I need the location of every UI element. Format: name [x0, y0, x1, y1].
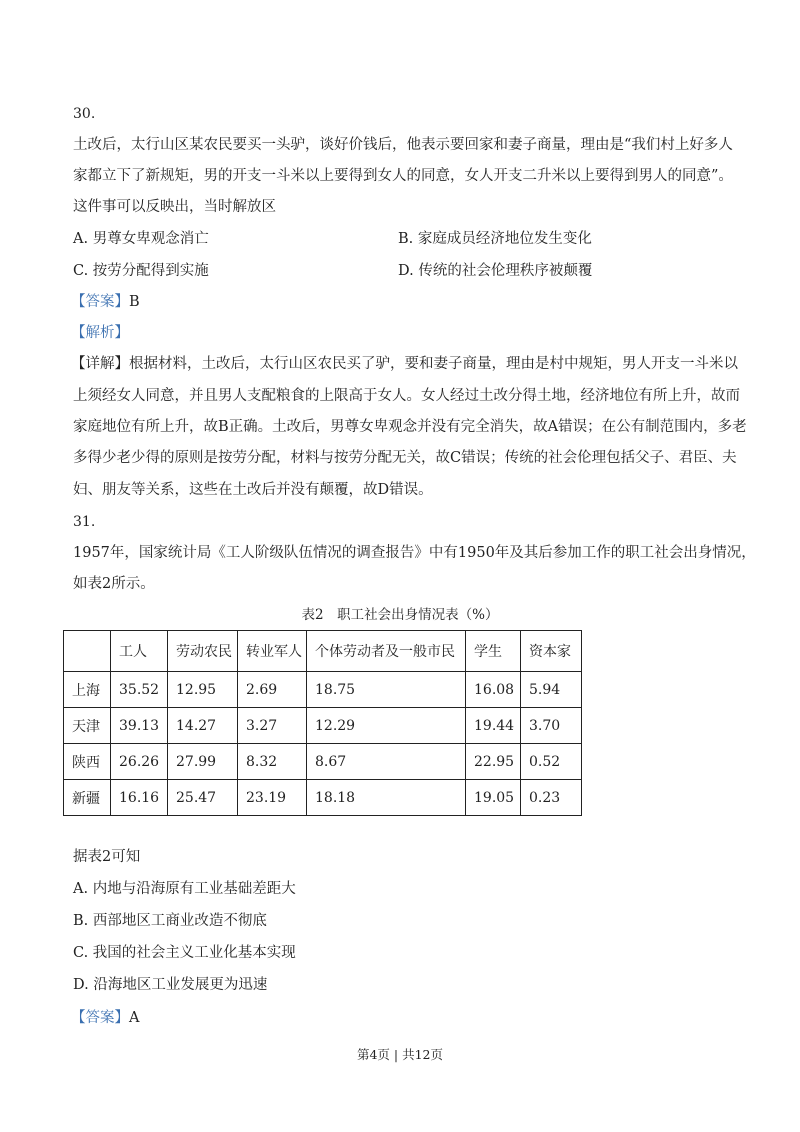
q30-detail-line-4: 多得少老少得的原则是按劳分配，材料与按劳分配无关，故C错误；传统的社会伦理包括父子、君臣、夫 [73, 450, 737, 466]
q31-option-b: B. 西部地区工商业改造不彻底 [73, 913, 267, 929]
table-row [64, 672, 582, 708]
table-cell: 陕西 [64, 744, 111, 780]
q30-option-a: A. 男尊女卑观念消亡 [73, 231, 209, 247]
detail-text: 根据材料，土改后，太行山区农民买了驴，要和妻子商量，理由是村中规矩，男人开支一斗米以 [129, 356, 738, 372]
table-cell: 天津 [64, 708, 111, 744]
q30-analysis-tag [71, 323, 129, 343]
table-cell: 3.70 [521, 708, 582, 744]
table-cell: 2.69 [238, 672, 307, 708]
answer-tag: 【答案】 [71, 1010, 129, 1026]
q30-detail-line-3: 家庭地位有所上升，故B正确。土改后，男尊女卑观念并没有完全消失，故A错误；在公有制范围内，多老 [73, 419, 747, 435]
table-cell: 35.52 [111, 672, 168, 708]
q30-option-c: C. 按劳分配得到实施 [73, 263, 209, 279]
table-cell: 8.32 [238, 744, 307, 780]
table-cell: 23.19 [238, 780, 307, 816]
table-cell: 0.52 [521, 744, 582, 780]
q31-stem-line-2: 如表2所示。 [73, 576, 155, 592]
q31-option-d: D. 沿海地区工业发展更为迅速 [73, 977, 268, 993]
table-header-cell: 资本家 [521, 631, 582, 672]
q31-prompt: 据表2可知 [73, 849, 141, 865]
table-header-cell: 工人 [111, 631, 168, 672]
answer-value: B [129, 294, 140, 310]
table-cell: 0.23 [521, 780, 582, 816]
q30-detail-line-2: 上须经女人同意，并且男人支配粮食的上限高于女人。女人经过土改分得土地，经济地位有所上升，故而 [73, 388, 740, 404]
table-cell: 12.29 [307, 708, 466, 744]
q31-stem-line-1: 1957年，国家统计局《工人阶级队伍情况的调查报告》中有1950年及其后参加工作的职工社会出身情况， [73, 545, 756, 561]
table-cell: 14.27 [168, 708, 238, 744]
table-row [64, 744, 582, 780]
table-cell: 39.13 [111, 708, 168, 744]
table-cell: 18.18 [307, 780, 466, 816]
table-cell: 18.75 [307, 672, 466, 708]
q31-option-c: C. 我国的社会主义工业化基本实现 [73, 945, 296, 961]
q30-option-d: D. 传统的社会伦理秩序被颠覆 [398, 263, 593, 279]
analysis-tag: 【解析】 [71, 325, 129, 341]
q30-option-b: B. 家庭成员经济地位发生变化 [398, 231, 592, 247]
q30-number: 30. [73, 106, 96, 122]
table-cell: 8.67 [307, 744, 466, 780]
table-header-cell: 劳动农民 [168, 631, 238, 672]
table-header-cell: 转业军人 [238, 631, 307, 672]
q31-answer [71, 1008, 139, 1028]
answer-tag: 【答案】 [71, 294, 129, 310]
table-cell: 上海 [64, 672, 111, 708]
q30-detail-line-5: 妇、朋友等关系，这些在土改后并没有颠覆，故D错误。 [73, 482, 433, 498]
q31-number: 31. [73, 514, 96, 530]
table-cell: 19.44 [466, 708, 521, 744]
table-cell: 16.16 [111, 780, 168, 816]
table-row [64, 708, 582, 744]
answer-value: A [129, 1010, 140, 1026]
detail-tag: 【详解】 [71, 356, 129, 372]
table-cell: 3.27 [238, 708, 307, 744]
q30-stem-line-2: 家都立下了新规矩，男的开支一斗米以上要得到女人的同意，女人开支二升米以上要得到男人的同意”。 [73, 168, 733, 184]
table-header-row [64, 631, 582, 672]
table-cell: 5.94 [521, 672, 582, 708]
table-cell: 22.95 [466, 744, 521, 780]
q30-stem-line-3: 这件事可以反映出，当时解放区 [73, 199, 276, 215]
table-caption: 表2 职工社会出身情况表（%） [301, 607, 499, 623]
table-cell: 26.26 [111, 744, 168, 780]
table-row [64, 780, 582, 816]
table-cell: 27.99 [168, 744, 238, 780]
table-cell: 新疆 [64, 780, 111, 816]
table-header-cell [64, 631, 111, 672]
table-cell: 12.95 [168, 672, 238, 708]
page-footer: 第4页 | 共12页 [356, 1047, 444, 1062]
table-cell: 19.05 [466, 780, 521, 816]
q30-detail-line-1 [71, 354, 738, 374]
table-header-cell: 个体劳动者及一般市民 [307, 631, 466, 672]
q31-option-a: A. 内地与沿海原有工业基础差距大 [73, 881, 296, 897]
table-cell: 25.47 [168, 780, 238, 816]
q30-stem-line-1: 土改后，太行山区某农民要买一头驴，谈好价钱后，他表示要回家和妻子商量，理由是“我们村上好多人 [73, 137, 733, 153]
q30-answer [71, 292, 140, 312]
table-cell: 16.08 [466, 672, 521, 708]
data-table [63, 630, 582, 816]
table-header-cell: 学生 [466, 631, 521, 672]
